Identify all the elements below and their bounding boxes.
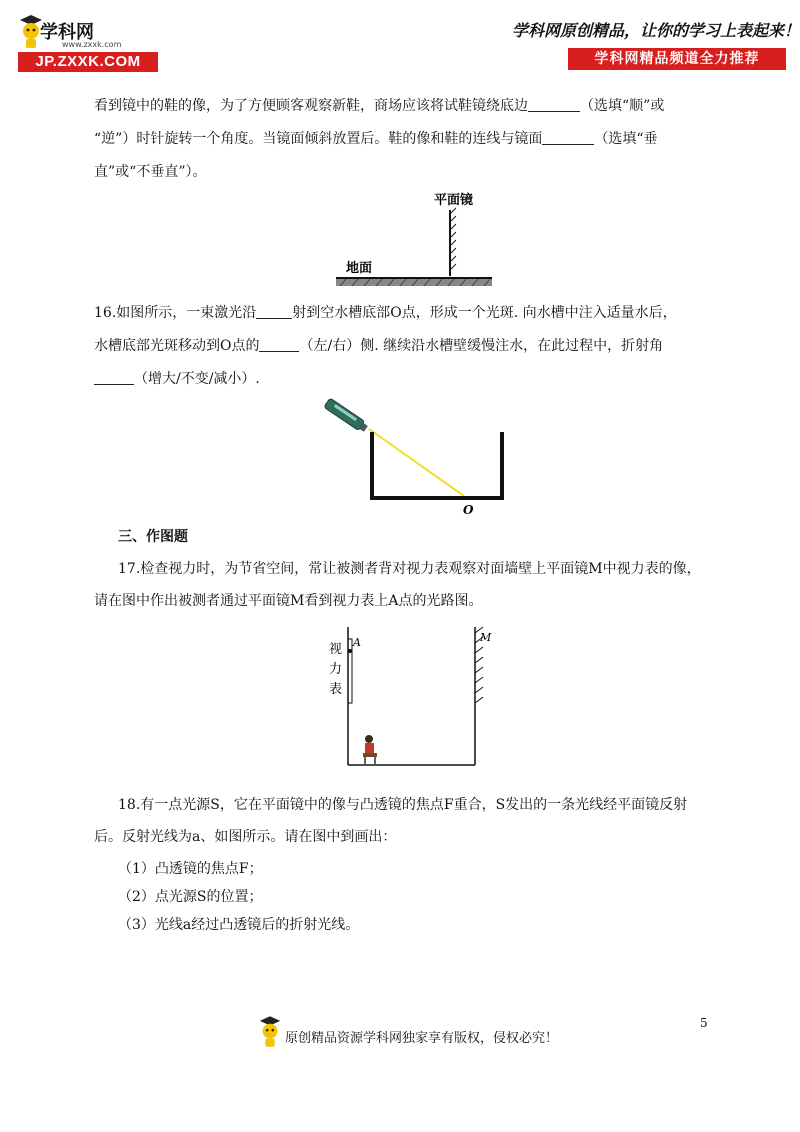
q18-item3: （3）光线a经过凸透镜后的折射光线。 [118, 917, 360, 933]
mirror-label: 平面镜 [434, 193, 474, 208]
point-a-label: A [353, 636, 361, 649]
point-o-label: O [463, 503, 474, 517]
logo-url[interactable]: JP.ZXXK.COM [18, 52, 158, 72]
q15-line2: “逆”）时针旋转一个角度。当镜面倾斜放置后。鞋的像和鞋的连线与镜面 （选填“垂 [94, 131, 658, 147]
channel-banner: 学科网精品频道全力推荐 [568, 48, 786, 70]
logo-name: 学科网 [40, 22, 94, 43]
mirror-ground-figure [330, 188, 500, 290]
footer-mascot-icon [258, 1015, 282, 1049]
q18-line2: 后。反射光线为a、如图所示。请在图中到画出： [94, 829, 397, 845]
laser-tank-figure [322, 392, 512, 518]
mirror-m-label: M [480, 631, 492, 644]
seated-person-icon [363, 735, 377, 764]
laser-pointer-icon [324, 398, 369, 433]
ground-label: 地面 [346, 261, 373, 276]
q17-line2: 请在图中作出被测者通过平面镜M看到视力表上A点的光路图。 [94, 593, 483, 609]
answer-blank [259, 337, 299, 352]
q15-line1: 看到镜中的鞋的像，为了方便顾客观察新鞋，商场应该将试鞋镜绕底边 （选填“顺”或 [94, 98, 665, 114]
eye-chart-label-3: 表 [329, 682, 343, 697]
q18-item1: （1）凸透镜的焦点F； [118, 861, 263, 877]
water-tank [372, 432, 502, 498]
q18-line1: 18.有一点光源S，它在平面镜中的像与凸透镜的焦点F重合，S发出的一条光线经平面镜反射 [118, 797, 688, 813]
answer-blank [528, 97, 580, 112]
q18-item2: （2）点光源S的位置； [118, 889, 263, 905]
q17-line1: 17.检查视力时，为节省空间，常让被测者背对视力表观察对面墙壁上平面镜M中视力表的像， [118, 561, 701, 577]
q16-line2: 水槽底部光斑移动到O点的 （左/右）侧. 继续沿水槽壁缓慢注水，在此过程中，折射角 [94, 338, 664, 354]
copyright-notice: 原创精品资源学科网独家享有版权，侵权必究！ [285, 1031, 559, 1046]
q16-line1: 16.如图所示，一束激光沿 射到空水槽底部O点，形成一个光斑. 向水槽中注入适量水后， [94, 305, 677, 321]
q15-line3: 直”或“不垂直”）。 [94, 164, 207, 180]
point-a [348, 649, 352, 653]
answer-blank [542, 130, 594, 145]
laser-beam [369, 429, 464, 496]
eye-chart-label-2: 力 [329, 662, 343, 677]
answer-blank [256, 304, 292, 319]
q16-line3: （增大/不变/减小）. [94, 369, 260, 389]
section-title: 三、作图题 [118, 529, 188, 545]
header-slogan: 学科网原创精品，让你的学习上表起来！ [512, 21, 800, 40]
eye-chart-label-1: 视 [329, 642, 343, 657]
logo-url-small: www.zxxk.com [62, 40, 122, 49]
answer-blank [94, 370, 134, 385]
page-number: 5 [700, 1016, 708, 1030]
eye-chart-room-figure [325, 615, 507, 771]
